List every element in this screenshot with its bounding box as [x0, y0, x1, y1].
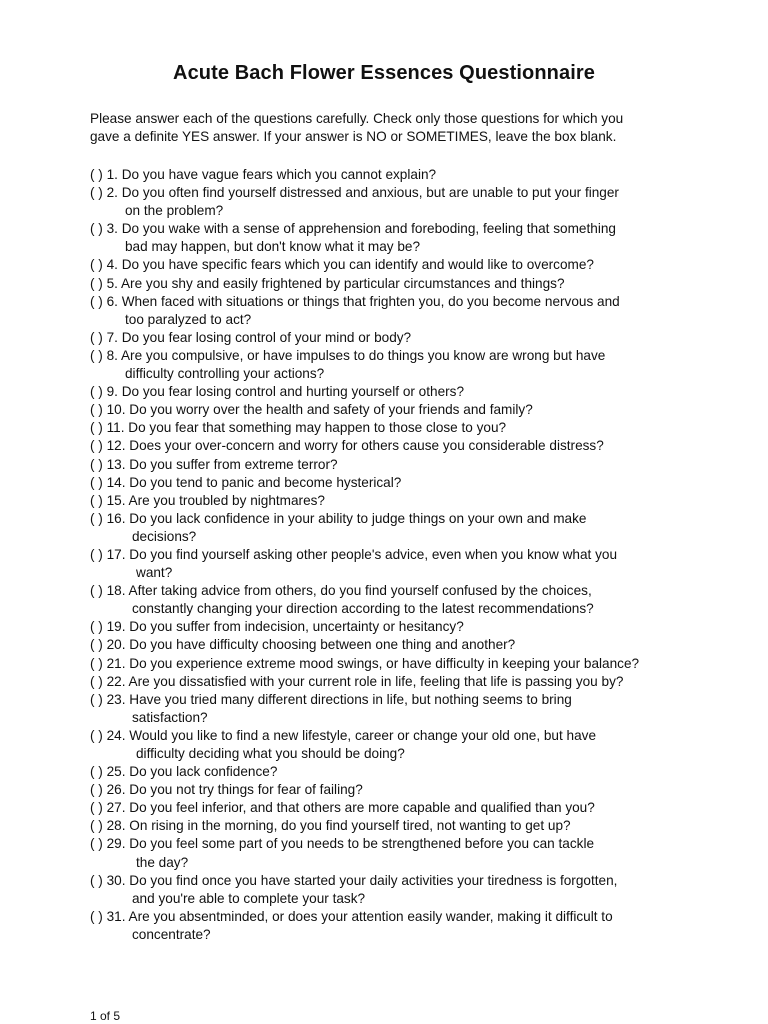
question-item: ( ) 2. Do you often find yourself distressed and anxious, but are unable to put your finger on the problem? [90, 185, 619, 219]
question-item: ( ) 4. Do you have specific fears which you can identify and would like to overcome? [90, 257, 594, 273]
instructions-line-1: Please answer each of the questions carefully. Check only those questions for which you [90, 111, 624, 126]
question-item: ( ) 14. Do you tend to panic and become hysterical? [90, 474, 402, 490]
question-item: ( ) 6. When faced with situations or things that frighten you, do you become nervous and too paralyzed to act? [90, 293, 620, 327]
question-item: ( ) 12. Does your over-concern and worry for others cause you considerable distress? [90, 438, 604, 454]
question-item: ( ) 26. Do you not try things for fear of failing? [90, 782, 363, 798]
instructions-paragraph [90, 110, 730, 146]
question-item: ( ) 24. Would you like to find a new lifestyle, career or change your old one, but have difficulty deciding what you should be doing? [90, 727, 597, 761]
question-item: ( ) 25. Do you lack confidence? [90, 764, 278, 780]
question-item: ( ) 21. Do you experience extreme mood swings, or have difficulty in keeping your balance? [90, 655, 640, 671]
question-item: ( ) 29. Do you feel some part of you needs to be strengthened before you can tackle the day? [90, 836, 595, 870]
question-item: ( ) 7. Do you fear losing control of your mind or body? [90, 329, 412, 345]
question-item: ( ) 3. Do you wake with a sense of apprehension and foreboding, feeling that something bad may happen, but don't know what it may be? [90, 221, 616, 255]
question-item: ( ) 19. Do you suffer from indecision, uncertainty or hesitancy? [90, 619, 464, 635]
question-item: ( ) 23. Have you tried many different directions in life, but nothing seems to bring satisfaction? [90, 691, 572, 725]
question-item: ( ) 20. Do you have difficulty choosing between one thing and another? [90, 637, 516, 653]
question-item: ( ) 30. Do you find once you have started your daily activities your tiredness is forgotten, and you're able to complete your task? [90, 872, 618, 906]
question-item: ( ) 5. Are you shy and easily frightened by particular circumstances and things? [90, 275, 565, 291]
question-item: ( ) 31. Are you absentminded, or does your attention easily wander, making it difficult to concentrate? [90, 908, 613, 942]
question-item: ( ) 11. Do you fear that something may happen to those close to you? [90, 420, 507, 436]
page-number: 1 of 5 [90, 1009, 121, 1023]
instructions-line-2: gave a definite YES answer. If your answer is NO or SOMETIMES, leave the box blank. [90, 129, 617, 144]
question-item: ( ) 27. Do you feel inferior, and that others are more capable and qualified than you? [90, 800, 595, 816]
question-item: ( ) 10. Do you worry over the health and safety of your friends and family? [90, 402, 533, 418]
question-item: ( ) 17. Do you find yourself asking other people's advice, even when you know what you want? [90, 546, 618, 581]
document-title: Acute Bach Flower Essences Questionnaire [173, 62, 595, 84]
question-item: ( ) 16. Do you lack confidence in your ability to judge things on your own and make decisions? [90, 510, 587, 544]
question-item: ( ) 8. Are you compulsive, or have impulses to do things you know are wrong but have difficulty controlling your actions? [90, 347, 606, 382]
question-item: ( ) 13. Do you suffer from extreme terror? [90, 456, 338, 472]
question-item: ( ) 28. On rising in the morning, do you find yourself tired, not wanting to get up? [90, 818, 571, 834]
question-item: ( ) 9. Do you fear losing control and hurting yourself or others? [90, 384, 465, 400]
question-item: ( ) 1. Do you have vague fears which you cannot explain? [90, 167, 437, 182]
question-list [90, 166, 740, 944]
question-item: ( ) 15. Are you troubled by nightmares? [90, 492, 325, 508]
question-item: ( ) 22. Are you dissatisfied with your current role in life, feeling that life is passing you by? [90, 673, 624, 689]
question-item: ( ) 18. After taking advice from others, do you find yourself confused by the choices, constantly changing your direction according to the latest recommendations? [90, 583, 594, 617]
